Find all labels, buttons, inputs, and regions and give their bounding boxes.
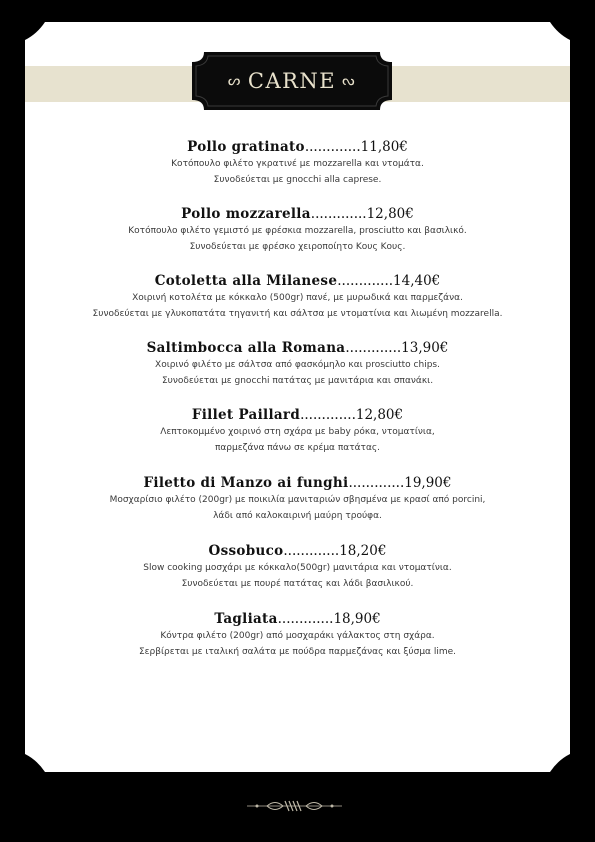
item-description-line: Κοτόπουλο φιλέτο γεμιστό με φρέσκια mozzarella, prosciutto και βασιλικό.	[128, 226, 467, 236]
item-description-line: λάδι από καλοκαιρινή μαύρη τρούφα.	[213, 510, 382, 521]
item-dots: .............	[345, 340, 402, 356]
item-dots: .............	[310, 206, 367, 222]
item-name: Cotoletta alla Milanese	[154, 273, 338, 289]
menu-item	[25, 137, 570, 204]
item-description-line: Συνοδεύεται με gnocchi alla caprese.	[213, 174, 382, 185]
item-name: Pollo gratinato	[187, 139, 305, 155]
item-description-line: Κοτόπουλο φιλέτο γκρατινέ με mozzarella και ντομάτα.	[171, 159, 424, 169]
item-price: 19,90€	[404, 475, 452, 491]
item-name: Filetto di Manzo ai funghi	[143, 475, 349, 491]
item-description-line: Συνοδεύεται με φρέσκο χειροποίητο Κους Κους.	[189, 241, 406, 252]
item-dots: .............	[348, 475, 405, 491]
item-dots: .............	[300, 407, 356, 423]
item-price: 13,90€	[401, 340, 449, 356]
item-description-line: Slow cooking μοσχάρι με κόκκαλο(500gr) μανιτάρια και ντοματίνια.	[143, 563, 452, 573]
swirl-left-icon: ᔕ	[227, 73, 242, 89]
item-description-line: Συνοδεύεται με γλυκοπατάτα τηγανιτή και σάλτσα με ντοματίνια και λιωμένη mozzarella.	[92, 308, 503, 319]
title-plate	[192, 52, 392, 110]
item-description-line: Χοιρινή κοτολέτα με κόκκαλο (500gr) πανέ, με μυρωδικά και παρμεζάνα.	[132, 293, 463, 303]
item-description-line: Λεπτοκομμένο χοιρινό στη σχάρα με baby ρόκα, ντοματίνια,	[160, 427, 435, 437]
menu-item	[25, 473, 570, 541]
item-description-line: Συνοδεύεται με πουρέ πατάτας και λάδι βασιλικού.	[181, 578, 414, 589]
item-price: 18,20€	[339, 543, 387, 559]
item-price: 18,90€	[333, 611, 381, 627]
item-description-line: Σερβίρεται με ιταλική σαλάτα με πούδρα παρμεζάνας και ξύσμα lime.	[138, 646, 457, 657]
item-price: 11,80€	[360, 139, 408, 155]
item-name: Saltimbocca alla Romana	[146, 340, 346, 356]
page-title: CARNE	[247, 69, 337, 93]
item-price: 14,40€	[393, 273, 441, 289]
item-description-line: Κόντρα φιλέτο (200gr) από μοσχαράκι γάλακτος στη σχάρα.	[160, 631, 435, 641]
swirl-right-icon: ᔓ	[342, 73, 357, 89]
menu-item	[25, 405, 570, 473]
item-description-line: Συνοδεύεται με gnocchi πατάτας με μανιτάρια και σπανάκι.	[161, 375, 434, 386]
item-name: Pollo mozzarella	[181, 206, 311, 222]
item-name: Fillet Paillard	[191, 407, 301, 423]
item-dots: .............	[304, 139, 361, 155]
menu-item	[25, 541, 570, 609]
menu-item	[25, 271, 570, 338]
item-price: 12,80€	[366, 206, 414, 222]
item-dots: .............	[277, 611, 334, 627]
menu-card	[25, 22, 570, 772]
scroll-ornament-icon	[247, 797, 342, 815]
item-price: 12,80€	[355, 407, 404, 423]
menu-item	[25, 204, 570, 271]
menu-item	[25, 609, 570, 677]
menu-list	[25, 137, 570, 677]
menu-item	[25, 338, 570, 405]
item-description-line: Μοσχαρίσιο φιλέτο (200gr) με ποικιλία μανιταριών σβησμένα με κρασί από porcini,	[109, 495, 486, 505]
item-dots: .............	[337, 273, 394, 289]
item-description-line: Χοιρινό φιλέτο με σάλτσα από φασκόμηλο και prosciutto chips.	[155, 360, 440, 370]
item-name: Tagliata	[214, 611, 278, 627]
item-name: Ossobuco	[208, 543, 284, 559]
item-description-line: παρμεζάνα πάνω σε κρέμα πατάτας.	[214, 442, 381, 453]
item-dots: .............	[283, 543, 340, 559]
